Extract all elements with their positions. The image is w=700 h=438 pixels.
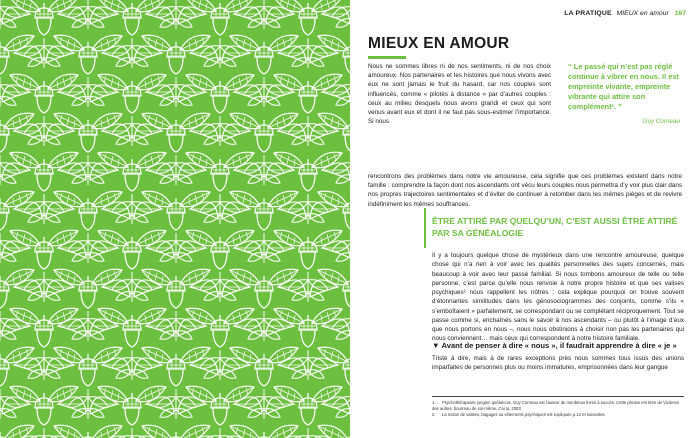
running-head-chapter: MIEUX en amour <box>616 10 669 17</box>
pull-quote <box>568 62 680 125</box>
section-body: Il y a toujours quelque chose de mystérieux dans une rencontre amoureuse, quelque chose qui n’a rien à voir avec les qualités personnelles des sujets concernés, mais beaucoup à voir avec leur passé familial. Si nous tombons amoureux de telle ou telle personne, c’est parce qu’elle nous renvoie à notre propre histoire et que ses valises psychiques² nous rappellent les nôtres : cela explique pourquoi on trouve souvent d’étonnantes similitudes dans les génosociogrammes des conjoints, comme s’ils « s’emboîtaient » parfaitement, se correspondant ou se complétant réciproquement. Tout se passe comme si, enchaînés sans le savoir à nos ascendants – ou plutôt à l’image d’eux que nous portons en nous –, nous nous obstinions à choisir non pas les partenaires qui nous conviennent… mais ceux qui correspondent à notre histoire familiale. <box>432 252 684 343</box>
text-page <box>350 0 700 438</box>
running-head <box>564 10 686 17</box>
running-head-section: LA PRATIQUE <box>564 10 612 17</box>
pull-quote-text: “ Le passé qui n’est pas réglé continue à vibrer en nous. Il est empreinte vivante, empreinte vibrante qui attire son complément¹. ” <box>568 62 679 111</box>
intro-paragraph: Nous ne sommes libres ni de nos sentiments, ni de nos choix amoureux. Nos partenaires et les histoires que nous vivons avec eux ne sont jamais le fruit du hasard, car nos couples sont influencés, comme « pilotés à distance » par d’autres couples : ceux au milieu desquels nous avons grandi et ceux qui sont venus avant eux et dont il ne faut pas sous-estimer l’importance. Si nous <box>368 63 551 126</box>
section-block <box>424 208 686 398</box>
subheading <box>432 341 684 350</box>
triangle-bullet-icon: ▼ <box>432 341 440 350</box>
section-accent-bar <box>424 208 426 248</box>
subheading-text: Avant de penser à dire « nous », il faudrait apprendre à dire « je » <box>441 341 677 350</box>
footnote <box>432 400 684 412</box>
page-number: 167 <box>674 10 686 17</box>
footnote-text: Psychothérapeute jungien québécois, Guy Corneau est l’auteur de nombreux livres à succès. Cette phrase est tirée de Victimes des autres, bourreau de soi-même, J’ai lu, 2003. <box>432 400 679 411</box>
title-rule <box>368 56 406 59</box>
subsection-body: Triste à dire, mais à de rares exceptions près nous sommes tous issus des unions imparfaites de personnes plus ou moins immatures, emprisonnées dans leur gangue <box>432 355 684 372</box>
pull-quote-author: Guy Corneau <box>642 118 680 125</box>
intro-paragraph-continued: rencontrons des problèmes dans notre vie amoureuse, cela signifie que ces problèmes existent dans notre famille : comprendre la façon dont nos ascendants ont vécu leurs couples nous permettra d’y voir plus clair dans nos propres trajectoires sentimentales et d’éviter de continuer à retomber dans les mêmes pièges et de revivre indéfiniment les mêmes souffrances. <box>368 173 682 208</box>
chapter-title: MIEUX EN AMOUR <box>368 35 510 52</box>
footnote <box>432 412 684 418</box>
footnote-number: 1. <box>432 400 436 405</box>
footnote-number: 2. <box>432 412 436 417</box>
footnotes <box>432 396 684 418</box>
section-heading: ÊTRE ATTIRÉ PAR QUELQU’UN, C’EST AUSSI ÊTRE ATTIRÉ PAR SA GÉNÉALOGIE <box>432 216 678 238</box>
footnote-text: La notion de valises, bagages ou vêtements psychiques est expliquée p.12 et suivantes. <box>442 412 606 417</box>
